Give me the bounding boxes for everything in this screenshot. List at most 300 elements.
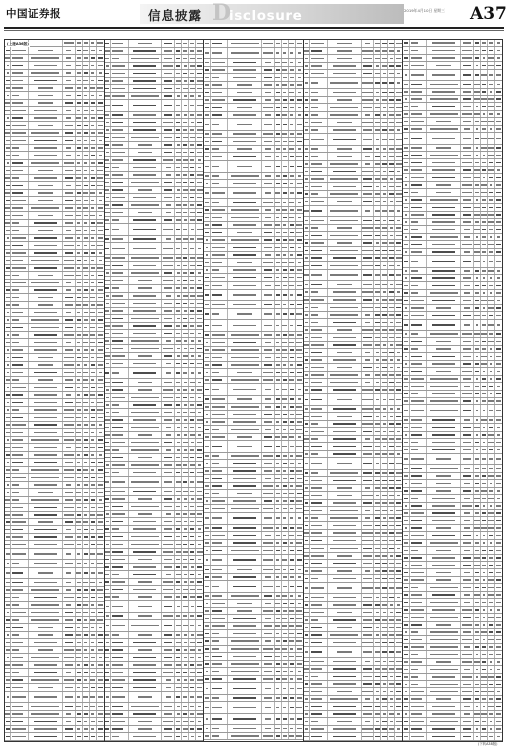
table-cell xyxy=(262,282,275,289)
text-placeholder xyxy=(233,224,256,226)
text-placeholder xyxy=(197,442,202,444)
text-placeholder xyxy=(66,553,71,555)
text-placeholder xyxy=(264,414,272,416)
text-placeholder xyxy=(38,304,53,306)
text-placeholder xyxy=(34,728,57,730)
text-placeholder xyxy=(198,721,201,723)
table-cell xyxy=(83,662,90,668)
text-placeholder xyxy=(12,736,25,738)
text-placeholder xyxy=(206,239,208,241)
text-placeholder xyxy=(38,492,53,494)
table-cell xyxy=(189,632,196,639)
table-cell xyxy=(11,444,28,450)
table-cell xyxy=(111,402,128,409)
table-cell xyxy=(189,202,196,209)
text-placeholder xyxy=(298,69,301,71)
table-row xyxy=(5,250,104,257)
table-cell xyxy=(76,115,83,121)
table-cell xyxy=(83,220,90,226)
text-placeholder xyxy=(97,222,103,224)
table-cell xyxy=(228,683,262,694)
text-placeholder xyxy=(382,210,387,212)
text-placeholder xyxy=(233,527,256,529)
text-placeholder xyxy=(176,129,180,131)
table-cell xyxy=(111,432,128,439)
table-cell xyxy=(11,250,28,256)
table-cell xyxy=(211,131,228,138)
table-cell xyxy=(395,232,402,239)
text-placeholder xyxy=(99,252,102,254)
text-placeholder xyxy=(77,589,81,591)
table-cell xyxy=(97,309,104,315)
table-cell xyxy=(275,490,282,497)
text-placeholder xyxy=(12,192,23,194)
table-row xyxy=(105,93,204,101)
text-placeholder xyxy=(283,663,287,665)
table-cell xyxy=(228,252,262,259)
table-cell xyxy=(129,387,163,394)
text-placeholder xyxy=(263,455,273,457)
table-row xyxy=(304,112,403,120)
table-column-block xyxy=(5,40,105,741)
text-placeholder xyxy=(166,295,171,297)
text-placeholder xyxy=(311,58,324,60)
table-cell xyxy=(289,532,296,539)
table-cell xyxy=(296,714,303,725)
text-placeholder xyxy=(212,166,219,168)
table-cell xyxy=(196,187,203,194)
text-placeholder xyxy=(84,102,88,104)
table-cell xyxy=(90,624,97,630)
text-placeholder xyxy=(283,429,286,431)
text-placeholder xyxy=(105,325,110,327)
text-placeholder xyxy=(64,657,74,659)
text-placeholder xyxy=(105,706,109,708)
table-cell xyxy=(211,574,228,581)
table-cell xyxy=(90,332,97,338)
text-placeholder xyxy=(97,544,103,546)
text-placeholder xyxy=(198,574,201,576)
text-placeholder xyxy=(396,58,401,60)
table-cell xyxy=(211,396,228,403)
text-placeholder xyxy=(382,58,387,60)
table-cell xyxy=(282,630,289,637)
text-placeholder xyxy=(91,721,95,723)
table-cell xyxy=(97,317,104,323)
text-placeholder xyxy=(276,349,280,351)
text-placeholder xyxy=(205,517,209,519)
table-cell xyxy=(328,232,362,239)
table-row xyxy=(5,220,104,227)
table-cell xyxy=(111,586,128,593)
text-placeholder xyxy=(289,141,294,143)
text-placeholder xyxy=(283,671,287,673)
text-placeholder xyxy=(112,472,119,474)
text-placeholder xyxy=(283,277,287,279)
text-placeholder xyxy=(276,133,280,135)
text-placeholder xyxy=(164,43,172,45)
text-placeholder xyxy=(177,679,180,681)
table-cell xyxy=(189,293,196,300)
text-placeholder xyxy=(64,267,74,269)
text-placeholder xyxy=(212,141,223,143)
table-cell xyxy=(97,280,104,286)
text-placeholder xyxy=(98,664,103,666)
text-placeholder xyxy=(184,679,187,681)
table-column-block xyxy=(105,40,205,741)
table-cell xyxy=(111,179,128,186)
text-placeholder xyxy=(298,202,301,204)
text-placeholder xyxy=(289,202,294,204)
text-placeholder xyxy=(283,414,287,416)
table-cell xyxy=(189,55,196,62)
table-cell xyxy=(182,243,189,254)
table-cell xyxy=(262,369,275,376)
text-placeholder xyxy=(396,148,402,150)
table-cell xyxy=(63,309,76,315)
text-placeholder xyxy=(12,147,19,149)
text-placeholder xyxy=(233,247,256,249)
text-placeholder xyxy=(264,625,272,627)
table-cell xyxy=(282,67,289,74)
table-cell xyxy=(275,668,282,675)
table-cell xyxy=(282,396,289,403)
table-cell xyxy=(11,669,28,675)
text-placeholder xyxy=(305,171,309,173)
table-cell xyxy=(175,194,182,201)
text-placeholder xyxy=(305,99,309,101)
text-placeholder xyxy=(276,550,280,552)
table-cell xyxy=(129,454,163,461)
text-placeholder xyxy=(90,342,95,344)
text-placeholder xyxy=(265,62,270,64)
text-placeholder xyxy=(183,397,187,399)
text-placeholder xyxy=(105,189,109,191)
text-placeholder xyxy=(197,73,202,75)
text-placeholder xyxy=(311,242,324,244)
table-cell xyxy=(228,214,262,221)
text-placeholder xyxy=(333,139,356,141)
table-cell xyxy=(211,119,228,130)
table-row xyxy=(204,131,303,139)
text-placeholder xyxy=(290,678,293,680)
table-cell xyxy=(111,209,128,216)
table-cell xyxy=(29,265,63,271)
table-cell xyxy=(63,467,76,473)
table-cell xyxy=(97,429,104,435)
text-placeholder xyxy=(6,736,10,738)
table-cell xyxy=(262,332,275,339)
table-cell xyxy=(388,247,395,254)
table-cell xyxy=(228,460,262,467)
table-row xyxy=(5,534,104,541)
table-cell xyxy=(262,623,275,630)
table-cell xyxy=(29,167,63,173)
table-cell xyxy=(196,368,203,379)
table-row xyxy=(105,511,204,519)
text-placeholder xyxy=(297,527,302,529)
text-placeholder xyxy=(12,664,23,666)
table-row xyxy=(304,127,403,135)
table-cell xyxy=(289,180,296,187)
text-placeholder xyxy=(275,77,280,79)
text-placeholder xyxy=(311,114,318,116)
text-placeholder xyxy=(305,227,307,229)
table-cell xyxy=(275,347,282,354)
text-placeholder xyxy=(106,664,108,666)
table-cell xyxy=(63,639,76,645)
table-cell xyxy=(296,82,303,89)
table-cell xyxy=(310,119,327,126)
text-placeholder xyxy=(290,429,294,431)
text-placeholder xyxy=(283,485,287,487)
text-placeholder xyxy=(131,397,159,399)
text-placeholder xyxy=(176,574,181,576)
table-cell xyxy=(182,677,189,684)
text-placeholder xyxy=(76,304,81,306)
text-placeholder xyxy=(233,707,256,709)
table-row xyxy=(105,718,204,726)
table-cell xyxy=(296,419,303,426)
table-cell xyxy=(162,119,175,126)
table-cell xyxy=(262,384,275,395)
text-placeholder xyxy=(363,129,371,131)
text-placeholder xyxy=(205,192,210,194)
table-cell xyxy=(262,199,275,206)
text-placeholder xyxy=(65,132,73,134)
table-cell xyxy=(129,360,163,367)
text-placeholder xyxy=(212,446,223,448)
table-row xyxy=(204,290,303,302)
text-placeholder xyxy=(311,235,322,237)
table-row xyxy=(5,347,104,354)
text-placeholder xyxy=(177,295,180,297)
table-cell xyxy=(196,654,203,661)
text-placeholder xyxy=(91,672,95,674)
text-placeholder xyxy=(6,649,10,651)
text-placeholder xyxy=(363,65,371,67)
table-cell xyxy=(381,247,388,254)
text-placeholder xyxy=(276,175,280,177)
table-row xyxy=(105,387,204,395)
text-placeholder xyxy=(190,559,194,561)
text-placeholder xyxy=(197,449,202,451)
table-cell xyxy=(90,152,97,158)
table-cell xyxy=(182,270,189,277)
table-cell xyxy=(162,417,175,424)
table-row xyxy=(204,525,303,533)
text-placeholder xyxy=(77,627,80,629)
text-placeholder xyxy=(164,287,172,289)
table-cell xyxy=(262,377,275,384)
text-placeholder xyxy=(91,132,95,134)
table-row xyxy=(5,160,104,167)
table-cell xyxy=(182,488,189,495)
text-placeholder xyxy=(164,303,172,305)
text-placeholder xyxy=(283,586,287,588)
table-cell xyxy=(63,560,76,566)
text-placeholder xyxy=(212,202,219,204)
table-cell xyxy=(275,48,282,59)
text-placeholder xyxy=(298,603,301,605)
text-placeholder xyxy=(206,254,208,256)
table-cell xyxy=(29,40,63,46)
text-placeholder xyxy=(237,398,252,400)
table-cell xyxy=(175,496,182,503)
table-cell xyxy=(29,55,63,61)
table-cell xyxy=(29,594,63,600)
text-placeholder xyxy=(231,175,259,177)
text-placeholder xyxy=(233,470,256,472)
table-cell xyxy=(374,198,381,205)
table-cell xyxy=(29,339,63,345)
text-placeholder xyxy=(34,155,57,157)
table-cell xyxy=(129,439,163,446)
text-placeholder xyxy=(84,514,87,516)
table-cell xyxy=(97,167,104,173)
text-placeholder xyxy=(276,463,279,465)
table-cell xyxy=(275,362,282,369)
text-placeholder xyxy=(112,679,125,681)
text-placeholder xyxy=(90,87,95,89)
text-placeholder xyxy=(205,735,209,737)
table-cell xyxy=(296,274,303,281)
text-placeholder xyxy=(66,484,71,486)
text-placeholder xyxy=(184,95,187,97)
table-cell xyxy=(182,368,189,379)
table-cell xyxy=(162,703,175,710)
table-cell xyxy=(374,127,381,134)
text-placeholder xyxy=(190,713,194,715)
table-cell xyxy=(182,285,189,292)
table-cell xyxy=(211,59,228,66)
text-placeholder xyxy=(365,156,370,158)
text-placeholder xyxy=(112,43,123,45)
table-cell xyxy=(262,475,275,482)
table-cell xyxy=(83,190,90,196)
text-placeholder xyxy=(105,457,110,459)
table-cell xyxy=(196,579,203,586)
text-placeholder xyxy=(263,133,273,135)
text-placeholder xyxy=(6,521,10,523)
table-cell xyxy=(175,127,182,134)
text-placeholder xyxy=(205,325,209,327)
table-cell xyxy=(83,317,90,323)
table-cell xyxy=(211,683,228,694)
table-cell xyxy=(63,392,76,398)
table-cell xyxy=(296,661,303,668)
text-placeholder xyxy=(197,80,203,82)
text-placeholder xyxy=(131,257,159,259)
table-cell xyxy=(11,339,28,345)
table-cell xyxy=(175,526,182,533)
table-cell xyxy=(97,205,104,211)
table-cell xyxy=(97,107,104,113)
text-placeholder xyxy=(166,372,171,374)
text-placeholder xyxy=(212,478,223,480)
text-placeholder xyxy=(184,65,187,67)
text-placeholder xyxy=(6,469,10,471)
text-placeholder xyxy=(84,125,88,127)
table-row xyxy=(204,214,303,222)
text-placeholder xyxy=(375,210,380,212)
table-row xyxy=(204,146,303,154)
table-cell xyxy=(175,78,182,85)
text-placeholder xyxy=(212,294,223,296)
text-placeholder xyxy=(283,52,286,54)
text-placeholder xyxy=(76,432,81,434)
table-cell xyxy=(11,718,28,724)
text-placeholder xyxy=(233,656,256,658)
table-cell xyxy=(76,220,83,226)
text-placeholder xyxy=(84,529,88,531)
text-placeholder xyxy=(205,277,209,279)
text-placeholder xyxy=(77,507,81,509)
text-placeholder xyxy=(176,506,180,508)
text-placeholder xyxy=(198,657,201,659)
text-placeholder xyxy=(105,355,110,357)
table-cell xyxy=(162,308,175,315)
text-placeholder xyxy=(290,247,294,249)
table-cell xyxy=(189,417,196,424)
table-cell xyxy=(76,609,83,615)
table-cell xyxy=(76,711,83,717)
text-placeholder xyxy=(34,462,57,464)
table-cell xyxy=(289,638,296,645)
text-placeholder xyxy=(105,427,109,429)
table-cell xyxy=(90,474,97,480)
text-placeholder xyxy=(363,235,371,237)
text-placeholder xyxy=(12,140,25,142)
text-placeholder xyxy=(99,454,102,456)
text-placeholder xyxy=(283,542,287,544)
table-cell xyxy=(63,92,76,98)
text-placeholder xyxy=(105,566,109,568)
text-placeholder xyxy=(105,137,109,139)
table-cell xyxy=(289,384,296,395)
text-placeholder xyxy=(396,114,401,116)
table-cell xyxy=(83,160,90,166)
text-placeholder xyxy=(98,521,103,523)
table-cell xyxy=(29,85,63,91)
text-placeholder xyxy=(12,469,19,471)
table-row xyxy=(105,518,204,526)
table-cell xyxy=(83,377,90,383)
text-placeholder xyxy=(276,389,279,391)
text-placeholder xyxy=(34,237,57,239)
table-cell xyxy=(97,175,104,181)
table-cell xyxy=(395,176,402,183)
text-placeholder xyxy=(98,80,103,82)
text-placeholder xyxy=(105,105,110,107)
table-cell xyxy=(196,692,203,703)
table-cell xyxy=(182,564,189,571)
text-placeholder xyxy=(164,498,172,500)
table-cell xyxy=(83,280,90,286)
text-placeholder xyxy=(91,536,95,538)
text-placeholder xyxy=(105,174,109,176)
table-row xyxy=(304,217,403,225)
table-cell xyxy=(175,308,182,315)
text-placeholder xyxy=(283,478,287,480)
table-cell xyxy=(296,441,303,452)
table-row xyxy=(5,70,104,77)
table-cell xyxy=(111,277,128,284)
table-row xyxy=(5,265,104,272)
table-cell xyxy=(129,315,163,322)
table-cell xyxy=(310,104,327,111)
table-cell xyxy=(29,560,63,566)
